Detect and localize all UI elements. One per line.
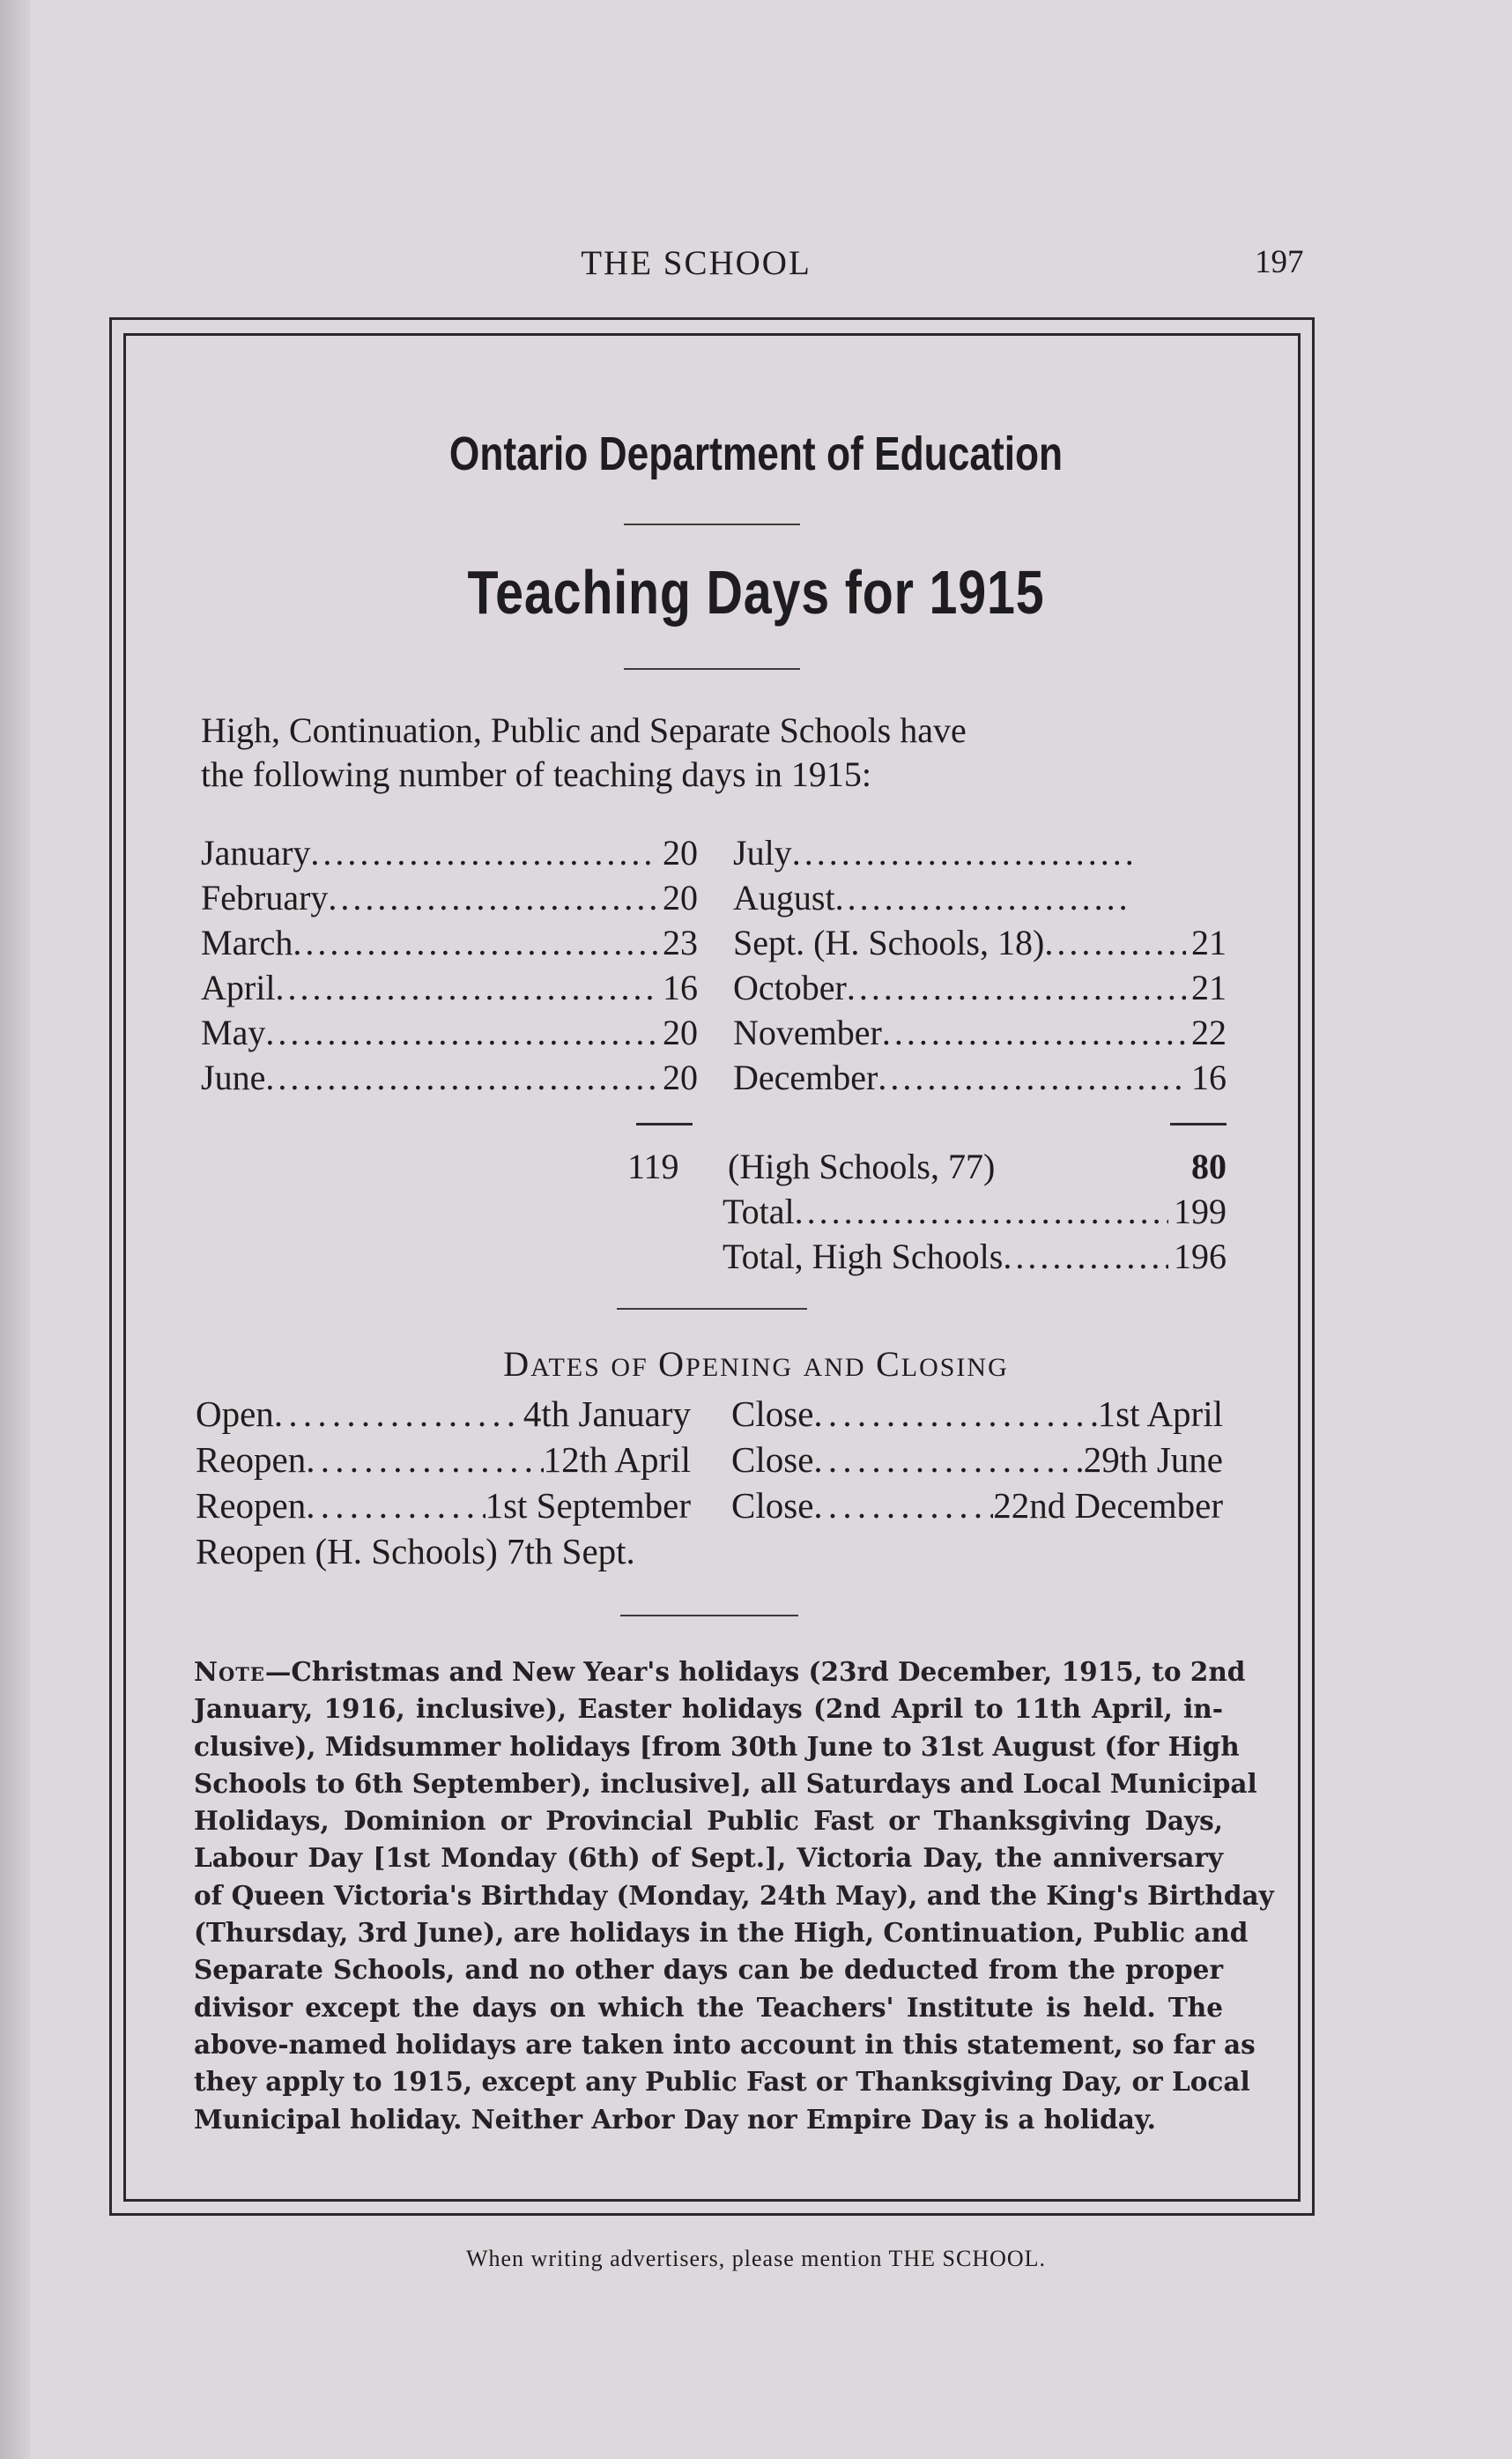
- close-date: 29th June: [1083, 1439, 1223, 1480]
- title-word: ATES: [530, 1353, 601, 1382]
- divider-rule: [620, 1615, 798, 1616]
- open-label: Open: [196, 1393, 274, 1434]
- note-line: they apply to 1915, except any Public Fast or Thanksgiving Day, or Local: [194, 2066, 1250, 2098]
- note-line: Separate Schools, and no other days can be deducted from the proper: [194, 1954, 1223, 1986]
- leader-dots: [306, 1438, 543, 1481]
- close-date: 22nd December: [993, 1485, 1223, 1526]
- month-row-august: [733, 877, 1227, 921]
- total-value: 199: [1174, 1192, 1227, 1231]
- total-label: Total: [723, 1192, 795, 1231]
- right-subtotal: 80: [1191, 1147, 1227, 1186]
- leader-dots: [1003, 1236, 1168, 1277]
- total-high-value: 196: [1174, 1237, 1227, 1276]
- note-line: Municipal holiday. Neither Arbor Day nor Empire Day is a holiday.: [194, 2103, 1156, 2135]
- open-date: 1st September: [485, 1485, 691, 1526]
- month-name: June: [201, 1058, 266, 1097]
- dates-section-title: [0, 1343, 1512, 1385]
- note-line: Schools to 6th September), inclusive], all Saturdays and Local Municipal: [194, 1767, 1257, 1799]
- month-row-november: [733, 1012, 1227, 1056]
- leader-dots: [813, 1393, 1097, 1435]
- open-label: Reopen: [196, 1439, 307, 1480]
- title-word: OF: [611, 1353, 649, 1382]
- divider-rule: [624, 524, 800, 525]
- month-days: 23: [663, 923, 698, 962]
- month-name: February: [201, 878, 329, 917]
- note-lead: Note: [194, 1656, 265, 1687]
- open-date: 12th April: [543, 1439, 691, 1480]
- open-label: Reopen: [196, 1485, 307, 1526]
- leader-dots: [265, 1012, 657, 1053]
- note-text: —Christmas and New Year's holidays (23rd December, 1915, to 2nd: [264, 1656, 1246, 1687]
- close-label: Close: [731, 1485, 814, 1526]
- note-line: (Thursday, 3rd June), are holidays in the High, Continuation, Public and: [194, 1917, 1249, 1949]
- leader-dots: [310, 832, 657, 873]
- month-days: 21: [1191, 968, 1227, 1007]
- close-label: Close: [731, 1439, 814, 1480]
- title-initial: D: [503, 1344, 531, 1384]
- month-row-december: [733, 1057, 1227, 1101]
- month-row-october: [733, 967, 1227, 1011]
- month-row-july: [733, 832, 1227, 876]
- department-heading: Ontario Department of Education: [448, 427, 1064, 480]
- intro-paragraph: [201, 709, 1232, 797]
- reopen-high-schools: [196, 1530, 724, 1576]
- title-initial: C: [876, 1344, 901, 1384]
- leader-dots: [328, 877, 657, 918]
- intro-line: the following number of teaching days in 1915:: [201, 754, 871, 794]
- month-name: November: [733, 1013, 882, 1052]
- note-line: clusive), Midsummer holidays [from 30th June to 31st August (for High: [194, 1730, 1240, 1762]
- month-name: August: [733, 878, 835, 917]
- running-title: THE SCHOOL: [581, 244, 812, 282]
- month-name: January: [201, 833, 311, 873]
- month-row-march: [201, 922, 698, 966]
- note-line: [194, 1653, 1246, 1690]
- leader-dots: [275, 967, 657, 1008]
- month-name: April: [201, 968, 276, 1007]
- month-row-february: [201, 877, 698, 921]
- month-days: 16: [663, 968, 698, 1007]
- left-subtotal: 119: [627, 1147, 679, 1186]
- month-name: May: [201, 1013, 266, 1052]
- month-name: March: [201, 923, 293, 962]
- leader-dots: [878, 1057, 1186, 1098]
- close-row-2: [731, 1438, 1223, 1484]
- page-number: 197: [1255, 244, 1304, 280]
- leader-dots: [847, 967, 1186, 1008]
- month-days: 20: [663, 878, 698, 917]
- note-line: of Queen Victoria's Birthday (Monday, 24th May), and the King's Birthday: [194, 1879, 1274, 1911]
- leader-dots: [265, 1057, 657, 1098]
- open-row-3: [196, 1484, 691, 1530]
- month-row-september: [733, 922, 1227, 966]
- leader-dots: [293, 922, 657, 963]
- month-days: 22: [1191, 1013, 1227, 1052]
- leader-dots: [274, 1393, 523, 1435]
- divider-rule: [617, 1308, 807, 1310]
- close-label: Close: [731, 1393, 814, 1434]
- close-row-1: [731, 1393, 1223, 1438]
- month-row-june: [201, 1057, 698, 1101]
- note-line: divisor except the days on which the Teachers' Institute is held. The: [194, 1991, 1223, 2023]
- sum-rule: [1170, 1123, 1227, 1125]
- month-row-january: [201, 832, 698, 876]
- page-binding-edge: [0, 0, 30, 2459]
- sum-rule: [636, 1123, 693, 1125]
- note-line: Holidays, Dominion or Provincial Public Fast or Thanksgiving Days,: [194, 1805, 1223, 1837]
- month-days: 20: [663, 1058, 698, 1097]
- intro-line: High, Continuation, Public and Separate Schools have: [201, 710, 967, 750]
- month-name: July: [733, 833, 792, 873]
- divider-rule: [624, 668, 800, 670]
- leader-dots: [813, 1438, 1083, 1481]
- leader-dots: [795, 1191, 1168, 1232]
- leader-dots: [813, 1484, 993, 1527]
- leader-dots: [835, 877, 1133, 918]
- leader-dots: [306, 1484, 485, 1527]
- leader-dots: [1044, 922, 1186, 963]
- title-initial: O: [658, 1344, 686, 1384]
- title-word: AND: [803, 1353, 866, 1382]
- month-days: 16: [1191, 1058, 1227, 1097]
- high-schools-note: (High Schools, 77): [728, 1147, 996, 1186]
- reopen-high-text: Reopen (H. Schools) 7th Sept.: [196, 1531, 635, 1571]
- teaching-days-title: Teaching Days for 1915: [467, 558, 1045, 627]
- month-days: 20: [663, 833, 698, 873]
- total-high-schools-row: [723, 1236, 1227, 1280]
- month-row-may: [201, 1012, 698, 1056]
- note-line: above-named holidays are taken into account in this statement, so far as: [194, 2028, 1256, 2060]
- month-days: 21: [1191, 923, 1227, 962]
- note-line: January, 1916, inclusive), Easter holidays (2nd April to 11th April, in-: [194, 1693, 1223, 1725]
- close-date: 1st April: [1097, 1393, 1223, 1434]
- month-name: Sept. (H. Schools, 18): [733, 923, 1045, 962]
- footer-notice: When writing advertisers, please mention THE SCHOOL.: [465, 2246, 1047, 2271]
- close-row-3: [731, 1484, 1223, 1530]
- note-line: Labour Day [1st Monday (6th) of Sept.], Victoria Day, the anniversary: [194, 1842, 1223, 1874]
- open-date: 4th January: [523, 1393, 691, 1434]
- month-name: October: [733, 968, 847, 1007]
- leader-dots: [882, 1012, 1186, 1053]
- month-name: December: [733, 1058, 878, 1097]
- title-word: LOSING: [901, 1353, 1009, 1382]
- running-head: [0, 243, 1512, 287]
- leader-dots: [792, 832, 1133, 873]
- month-days: 20: [663, 1013, 698, 1052]
- open-row-1: [196, 1393, 691, 1438]
- holidays-note: [194, 1653, 1274, 2138]
- total-row: [723, 1191, 1227, 1235]
- open-row-2: [196, 1438, 691, 1484]
- month-row-april: [201, 967, 698, 1011]
- total-high-label: Total, High Schools: [723, 1237, 1004, 1276]
- title-word: PENING: [686, 1353, 794, 1382]
